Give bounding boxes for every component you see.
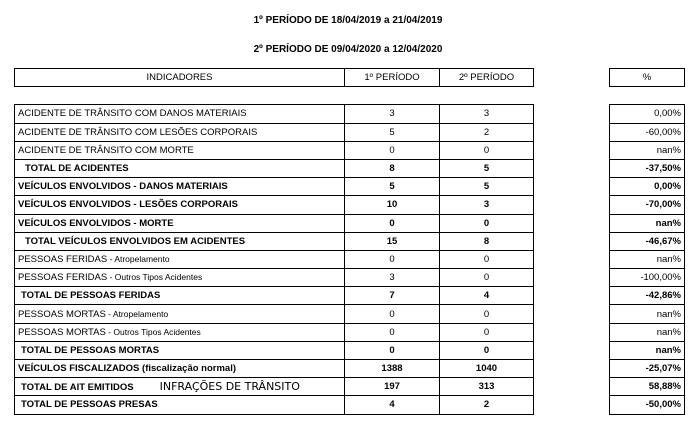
table-row — [610, 123, 685, 141]
second-period-value: 0 — [440, 323, 534, 341]
second-period-value: 0 — [440, 269, 534, 287]
table-row — [15, 323, 534, 341]
table-row — [610, 159, 685, 177]
table-row — [610, 323, 685, 341]
second-period-header: 2º PERÍODO — [440, 69, 534, 87]
indicator-sublabel: - Outros Tipos Acidentes — [105, 326, 201, 337]
table-row — [610, 105, 685, 123]
indicator-label: ACIDENTE DE TRÂNSITO COM MORTE — [15, 141, 345, 159]
indicator-label: PESSOAS FERIDAS - Atropelamento — [15, 250, 345, 268]
first-period-value: 15 — [345, 232, 440, 250]
spacer-row — [15, 87, 534, 105]
indicator-label: TOTAL DE AIT EMITIDOS INFRAÇÕES DE TRÂNSITO — [15, 378, 345, 396]
table-row — [610, 378, 685, 396]
percentage-value: 0,00% — [610, 178, 685, 196]
indicator-label: TOTAL DE PESSOAS FERIDAS — [15, 287, 345, 305]
table-header-row — [15, 69, 534, 87]
indicator-label: PESSOAS FERIDAS - Outros Tipos Acidentes — [15, 269, 345, 287]
second-period-value: 5 — [440, 159, 534, 177]
indicator-label: VEÍCULOS FISCALIZADOS (fiscalização normal) — [15, 360, 345, 378]
percentage-value: 0,00% — [610, 105, 685, 123]
table-row — [15, 159, 534, 177]
percentage-value: 58,88% — [610, 378, 685, 396]
table-row — [15, 123, 534, 141]
indicators-table — [14, 68, 534, 415]
indicator-label: VEÍCULOS ENVOLVIDOS - MORTE — [15, 214, 345, 232]
percentage-value: nan% — [610, 214, 685, 232]
table-row — [610, 250, 685, 268]
table-row — [15, 305, 534, 323]
first-period-value: 5 — [345, 123, 440, 141]
second-period-value: 2 — [440, 396, 534, 414]
first-period-title: 1º PERÍODO DE 18/04/2019 a 21/04/2019 — [253, 15, 443, 26]
indicator-label: PESSOAS MORTAS - Outros Tipos Acidentes — [15, 323, 345, 341]
indicator-label: TOTAL DE PESSOAS PRESAS — [15, 396, 345, 414]
first-period-value: 1388 — [345, 360, 440, 378]
second-period-value: 2 — [440, 123, 534, 141]
indicator-label: PESSOAS MORTAS - Atropelamento — [15, 305, 345, 323]
first-period-header: 1º PERÍODO — [345, 69, 440, 87]
percentage-value: nan% — [610, 305, 685, 323]
indicator-label: TOTAL DE PESSOAS MORTAS — [15, 341, 345, 359]
first-period-value: 5 — [345, 178, 440, 196]
percentage-value: nan% — [610, 250, 685, 268]
spacer-row — [610, 87, 685, 105]
second-period-value: 5 — [440, 178, 534, 196]
percentage-value: -50,00% — [610, 396, 685, 414]
table-row — [15, 250, 534, 268]
second-period-value: 3 — [440, 105, 534, 123]
first-period-value: 7 — [345, 287, 440, 305]
second-period-value: 0 — [440, 305, 534, 323]
second-period-value: 0 — [440, 341, 534, 359]
indicator-label: VEÍCULOS ENVOLVIDOS - DANOS MATERIAIS — [15, 178, 345, 196]
table-row — [15, 141, 534, 159]
table-row — [15, 196, 534, 214]
table-row — [15, 105, 534, 123]
table-row — [610, 360, 685, 378]
percentage-value: nan% — [610, 141, 685, 159]
table-row — [610, 232, 685, 250]
percentage-value: -25,07% — [610, 360, 685, 378]
table-row — [15, 269, 534, 287]
second-period-value: 0 — [440, 214, 534, 232]
indicator-sublabel: - Outros Tipos Acidentes — [107, 272, 203, 283]
indicator-sublabel: - Atropelamento — [105, 308, 169, 319]
table-row — [15, 378, 534, 396]
second-period-value: 313 — [440, 378, 534, 396]
indicator-label: ACIDENTE DE TRÂNSITO COM DANOS MATERIAIS — [15, 105, 345, 123]
first-period-value: 0 — [345, 250, 440, 268]
table-row — [610, 341, 685, 359]
indicator-sublabel: (fiscalização normal) — [139, 363, 237, 375]
indicator-note: INFRAÇÕES DE TRÂNSITO — [159, 379, 300, 393]
table-row — [15, 341, 534, 359]
first-period-value: 4 — [345, 396, 440, 414]
percentage-value: nan% — [610, 323, 685, 341]
second-period-value: 8 — [440, 232, 534, 250]
indicator-label: TOTAL DE ACIDENTES — [15, 159, 345, 177]
percentage-value: nan% — [610, 341, 685, 359]
second-period-value: 3 — [440, 196, 534, 214]
first-period-value: 197 — [345, 378, 440, 396]
percentage-table — [609, 68, 685, 415]
table-row — [15, 178, 534, 196]
table-row — [610, 214, 685, 232]
first-period-value: 0 — [345, 305, 440, 323]
second-period-value: 4 — [440, 287, 534, 305]
first-period-value: 3 — [345, 269, 440, 287]
first-period-value: 0 — [345, 214, 440, 232]
percentage-value: -100,00% — [610, 269, 685, 287]
first-period-value: 3 — [345, 105, 440, 123]
table-row — [610, 305, 685, 323]
indicator-label: TOTAL VEÍCULOS ENVOLVIDOS EM ACIDENTES — [15, 232, 345, 250]
table-row — [610, 141, 685, 159]
indicator-label: ACIDENTE DE TRÂNSITO COM LESÕES CORPORAIS — [15, 123, 345, 141]
first-period-value: 0 — [345, 323, 440, 341]
table-row — [15, 360, 534, 378]
percentage-value: -46,67% — [610, 232, 685, 250]
first-period-value: 0 — [345, 141, 440, 159]
percentage-value: -42,86% — [610, 287, 685, 305]
percentage-value: -60,00% — [610, 123, 685, 141]
first-period-value: 10 — [345, 196, 440, 214]
table-header-row — [610, 69, 685, 87]
second-period-value: 0 — [440, 141, 534, 159]
first-period-value: 8 — [345, 159, 440, 177]
table-row — [15, 287, 534, 305]
first-period-value: 0 — [345, 341, 440, 359]
percentage-value: -70,00% — [610, 196, 685, 214]
table-row — [15, 396, 534, 414]
second-period-value: 1040 — [440, 360, 534, 378]
percentage-value: -37,50% — [610, 159, 685, 177]
table-row — [15, 214, 534, 232]
second-period-value: 0 — [440, 250, 534, 268]
second-period-title: 2º PERÍODO DE 09/04/2020 a 12/04/2020 — [253, 44, 443, 55]
table-row — [610, 396, 685, 414]
indicators-header: INDICADORES — [15, 69, 345, 87]
indicator-sublabel: - Atropelamento — [107, 253, 170, 264]
table-row — [610, 196, 685, 214]
table-row — [610, 178, 685, 196]
table-row — [15, 232, 534, 250]
table-row — [610, 269, 685, 287]
percentage-header: % — [610, 69, 685, 87]
table-row — [610, 287, 685, 305]
indicator-label: VEÍCULOS ENVOLVIDOS - LESÕES CORPORAIS — [15, 196, 345, 214]
